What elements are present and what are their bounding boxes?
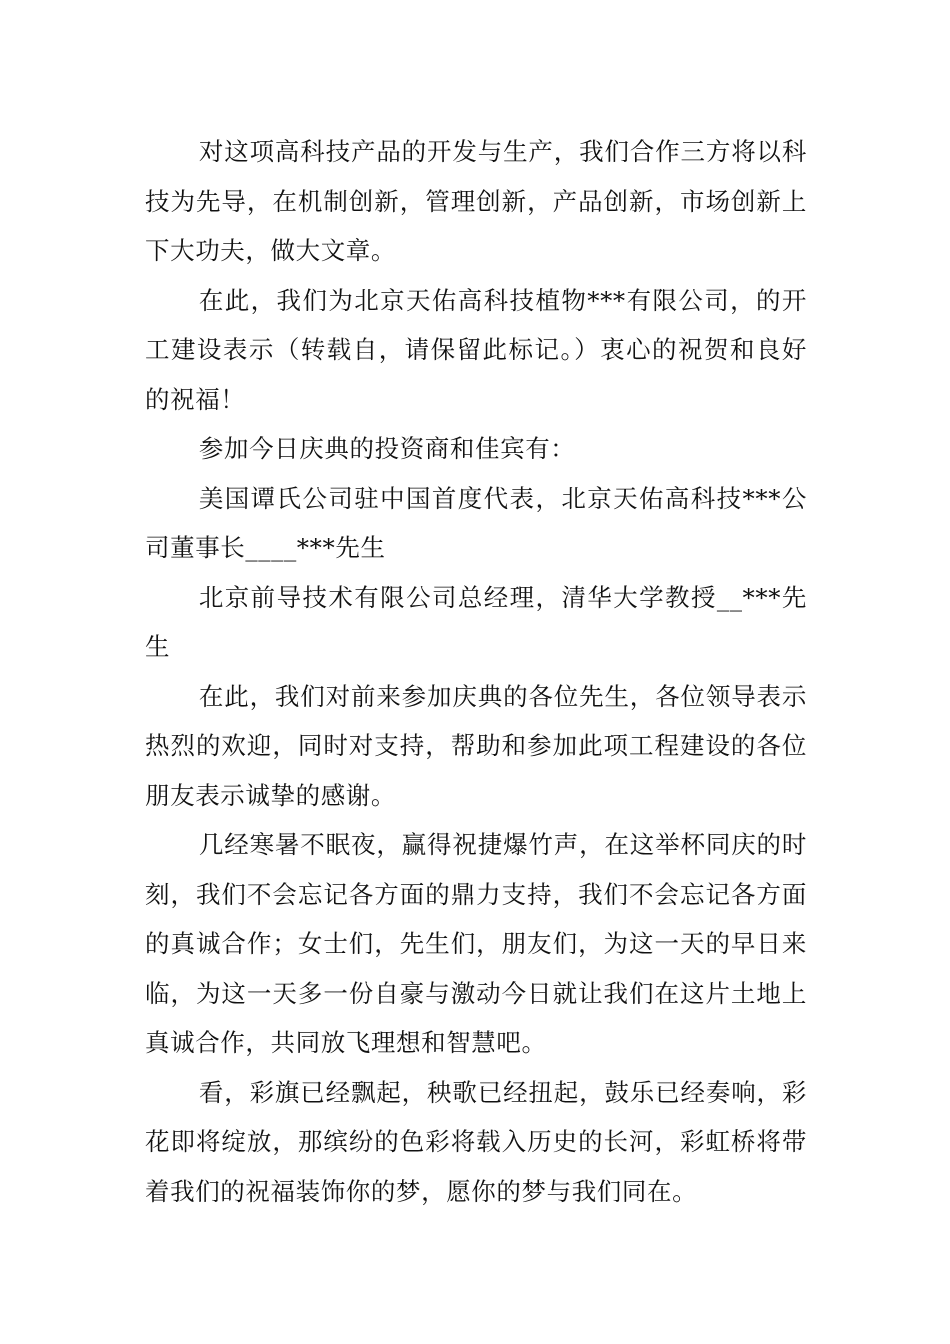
paragraph-5: 北京前导技术有限公司总经理，清华大学教授__***先生 — [145, 582, 807, 661]
paragraph-7: 几经寒暑不眠夜，赢得祝捷爆竹声，在这举杯同庆的时刻，我们不会忘记各方面的鼎力支持，我们不会忘记各方面的真诚合作；女士们，先生们，朋友们，为这一天的早日来临，为这一天多一份自豪与激动今日就让我们在这片土地上真诚合作，共同放飞理想和智慧吧。 — [145, 830, 807, 1057]
paragraph-8: 看，彩旗已经飘起，秧歌已经扭起，鼓乐已经奏响，彩花即将绽放，那缤纷的色彩将载入历史的长河，彩虹桥将带着我们的祝福装饰你的梦，愿你的梦与我们同在。 — [145, 1077, 807, 1206]
paragraph-2: 在此，我们为北京天佑高科技植物***有限公司，的开工建设表示（转载自，请保留此标记。）衷心的祝贺和良好的祝福！ — [145, 285, 807, 414]
paragraph-1: 对这项高科技产品的开发与生产，我们合作三方将以科技为先导，在机制创新，管理创新，产品创新，市场创新上下大功夫，做大文章。 — [145, 137, 807, 265]
paragraph-6: 在此，我们对前来参加庆典的各位先生，各位领导表示热烈的欢迎，同时对支持，帮助和参加此项工程建设的各位朋友表示诚挚的感谢。 — [145, 681, 807, 810]
document-body — [145, 127, 807, 1216]
paragraph-3: 参加今日庆典的投资商和佳宾有： — [198, 434, 576, 463]
paragraph-4: 美国谭氏公司驻中国首度代表，北京天佑高科技***公司董事长____***先生 — [145, 483, 807, 562]
